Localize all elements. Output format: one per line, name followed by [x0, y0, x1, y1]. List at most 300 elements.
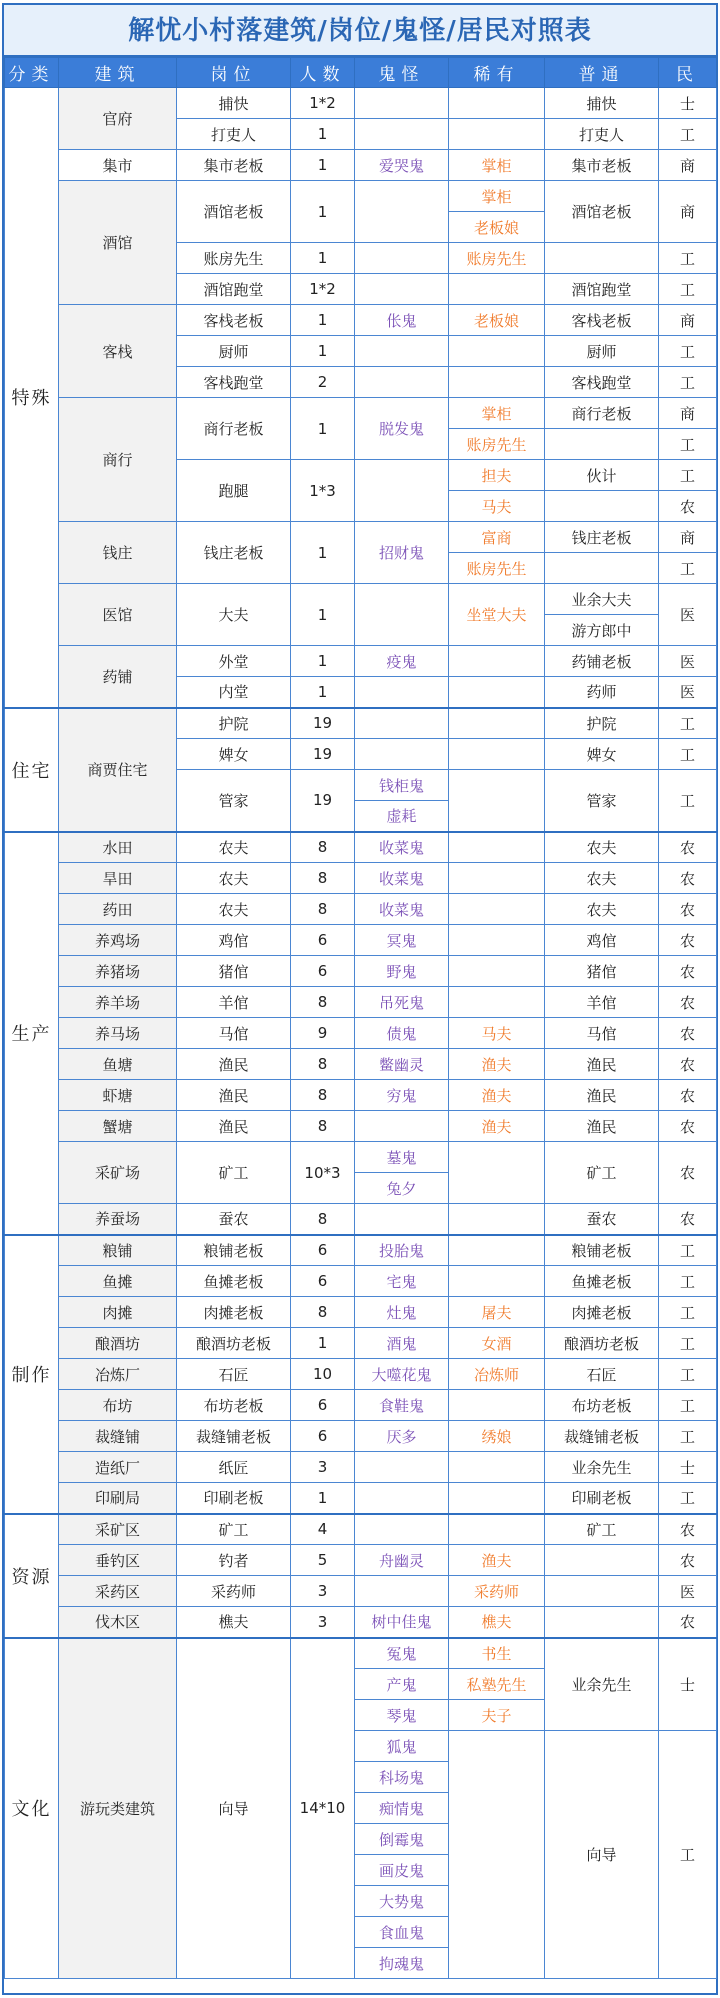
position-cell: 渔民	[177, 1049, 291, 1080]
header-building: 建筑	[59, 58, 177, 88]
rare-cell: 马夫	[449, 1018, 545, 1049]
headcount-cell: 8	[291, 863, 355, 894]
table-row	[5, 1638, 717, 1669]
header-class: 民	[659, 58, 717, 88]
headcount-cell: 6	[291, 1235, 355, 1266]
class-cell: 工	[659, 336, 717, 367]
position-cell: 农夫	[177, 863, 291, 894]
rare-cell: 掌柜	[449, 398, 545, 429]
rare-cell: 渔夫	[449, 1049, 545, 1080]
headcount-cell: 1	[291, 584, 355, 646]
headcount-cell: 1*3	[291, 460, 355, 522]
ghost-cell: 穷鬼	[355, 1080, 449, 1111]
building-cell: 养鸡场	[59, 925, 177, 956]
common-cell: 向导	[545, 1731, 659, 1979]
ghost-cell: 招财鬼	[355, 522, 449, 584]
class-cell: 医	[659, 1576, 717, 1607]
building-cell: 采矿场	[59, 1142, 177, 1204]
common-cell: 药铺老板	[545, 646, 659, 677]
table-row	[5, 646, 717, 677]
header-headcount: 人数	[291, 58, 355, 88]
class-cell: 医	[659, 584, 717, 646]
headcount-cell: 1*2	[291, 88, 355, 119]
building-cell: 布坊	[59, 1390, 177, 1421]
rare-cell	[449, 1142, 545, 1204]
class-cell: 工	[659, 460, 717, 491]
ghost-cell: 宅鬼	[355, 1266, 449, 1297]
position-cell: 布坊老板	[177, 1390, 291, 1421]
position-cell: 矿工	[177, 1142, 291, 1204]
rare-cell: 夫子	[449, 1700, 545, 1731]
rare-cell: 书生	[449, 1638, 545, 1669]
building-cell: 养羊场	[59, 987, 177, 1018]
common-cell: 矿工	[545, 1514, 659, 1545]
common-cell: 药师	[545, 677, 659, 708]
headcount-cell: 8	[291, 894, 355, 925]
common-cell: 业余先生	[545, 1638, 659, 1731]
common-cell: 客栈老板	[545, 305, 659, 336]
rare-cell	[449, 1204, 545, 1235]
position-cell: 渔民	[177, 1080, 291, 1111]
ghost-cell	[355, 739, 449, 770]
position-cell: 向导	[177, 1638, 291, 1979]
ghost-cell	[355, 1576, 449, 1607]
rare-cell	[449, 1390, 545, 1421]
class-cell: 工	[659, 1421, 717, 1452]
ghost-cell: 拘魂鬼	[355, 1948, 449, 1979]
table-row	[5, 150, 717, 181]
class-cell: 农	[659, 863, 717, 894]
position-cell: 裁缝铺老板	[177, 1421, 291, 1452]
position-cell: 外堂	[177, 646, 291, 677]
class-cell: 农	[659, 894, 717, 925]
rare-cell: 担夫	[449, 460, 545, 491]
class-cell: 工	[659, 1390, 717, 1421]
common-cell	[545, 1607, 659, 1638]
building-cell: 酿酒坊	[59, 1328, 177, 1359]
position-cell: 酿酒坊老板	[177, 1328, 291, 1359]
position-cell: 钱庄老板	[177, 522, 291, 584]
ghost-cell: 舟幽灵	[355, 1545, 449, 1576]
common-cell: 农夫	[545, 832, 659, 863]
headcount-cell: 1	[291, 336, 355, 367]
building-cell: 游玩类建筑	[59, 1638, 177, 1979]
class-cell: 农	[659, 956, 717, 987]
position-cell: 酒馆跑堂	[177, 274, 291, 305]
rare-cell	[449, 1266, 545, 1297]
position-cell: 樵夫	[177, 1607, 291, 1638]
ghost-cell	[355, 1514, 449, 1545]
ghost-cell: 狐鬼	[355, 1731, 449, 1762]
table-row	[5, 1452, 717, 1483]
common-cell: 伙计	[545, 460, 659, 491]
table-row	[5, 956, 717, 987]
ghost-cell: 疫鬼	[355, 646, 449, 677]
building-cell: 蟹塘	[59, 1111, 177, 1142]
headcount-cell: 1	[291, 243, 355, 274]
rare-cell	[449, 119, 545, 150]
rare-cell: 采药师	[449, 1576, 545, 1607]
ghost-cell: 产鬼	[355, 1669, 449, 1700]
position-cell: 厨师	[177, 336, 291, 367]
ghost-cell: 鳖幽灵	[355, 1049, 449, 1080]
rare-cell	[449, 367, 545, 398]
ghost-cell: 画皮鬼	[355, 1855, 449, 1886]
ghost-cell: 痴情鬼	[355, 1793, 449, 1824]
rare-cell: 绣娘	[449, 1421, 545, 1452]
building-cell: 肉摊	[59, 1297, 177, 1328]
headcount-cell: 8	[291, 1080, 355, 1111]
rare-cell	[449, 925, 545, 956]
class-cell: 工	[659, 1266, 717, 1297]
headcount-cell: 14*10	[291, 1638, 355, 1979]
headcount-cell: 8	[291, 832, 355, 863]
headcount-cell: 5	[291, 1545, 355, 1576]
class-cell: 工	[659, 1297, 717, 1328]
rare-cell	[449, 1483, 545, 1514]
position-cell: 羊倌	[177, 987, 291, 1018]
headcount-cell: 6	[291, 1390, 355, 1421]
building-cell: 印刷局	[59, 1483, 177, 1514]
common-cell: 捕快	[545, 88, 659, 119]
common-cell	[545, 243, 659, 274]
common-cell: 客栈跑堂	[545, 367, 659, 398]
ghost-cell	[355, 677, 449, 708]
class-cell: 商	[659, 305, 717, 336]
building-cell: 鱼摊	[59, 1266, 177, 1297]
table-row	[5, 1266, 717, 1297]
common-cell	[545, 553, 659, 584]
position-cell: 猪倌	[177, 956, 291, 987]
position-cell: 矿工	[177, 1514, 291, 1545]
ghost-cell: 虚耗	[355, 801, 449, 832]
headcount-cell: 1	[291, 119, 355, 150]
building-cell: 鱼塘	[59, 1049, 177, 1080]
class-cell: 农	[659, 1080, 717, 1111]
table-row	[5, 1142, 717, 1173]
rare-cell	[449, 1452, 545, 1483]
building-cell: 医馆	[59, 584, 177, 646]
common-cell: 鸡倌	[545, 925, 659, 956]
category-cell: 特殊	[5, 88, 59, 708]
table-row	[5, 1545, 717, 1576]
rare-cell: 账房先生	[449, 553, 545, 584]
headcount-cell: 3	[291, 1452, 355, 1483]
rare-cell	[449, 1235, 545, 1266]
rare-cell: 老板娘	[449, 212, 545, 243]
table-row	[5, 88, 717, 119]
rare-cell: 账房先生	[449, 243, 545, 274]
table-row	[5, 1018, 717, 1049]
building-cell: 商行	[59, 398, 177, 522]
common-cell: 业余先生	[545, 1452, 659, 1483]
table-row	[5, 305, 717, 336]
common-cell: 蚕农	[545, 1204, 659, 1235]
ghost-cell	[355, 367, 449, 398]
rare-cell: 女酒	[449, 1328, 545, 1359]
building-cell: 垂钓区	[59, 1545, 177, 1576]
ghost-cell: 墓鬼	[355, 1142, 449, 1173]
class-cell: 医	[659, 677, 717, 708]
table-row	[5, 832, 717, 863]
building-cell: 水田	[59, 832, 177, 863]
rare-cell: 渔夫	[449, 1080, 545, 1111]
class-cell: 农	[659, 1018, 717, 1049]
rare-cell	[449, 88, 545, 119]
comparison-table	[4, 57, 717, 1979]
headcount-cell: 3	[291, 1576, 355, 1607]
headcount-cell: 6	[291, 925, 355, 956]
common-cell: 护院	[545, 708, 659, 739]
class-cell: 农	[659, 1049, 717, 1080]
class-cell: 士	[659, 1638, 717, 1731]
category-cell: 生产	[5, 832, 59, 1235]
table-row	[5, 1607, 717, 1638]
position-cell: 肉摊老板	[177, 1297, 291, 1328]
headcount-cell: 1	[291, 677, 355, 708]
building-cell: 商贾住宅	[59, 708, 177, 832]
class-cell: 商	[659, 150, 717, 181]
table-row	[5, 1328, 717, 1359]
table-row	[5, 1080, 717, 1111]
ghost-cell: 收菜鬼	[355, 863, 449, 894]
class-cell: 工	[659, 274, 717, 305]
rare-cell: 老板娘	[449, 305, 545, 336]
rare-cell	[449, 1731, 545, 1979]
class-cell: 工	[659, 1328, 717, 1359]
class-cell: 农	[659, 832, 717, 863]
common-cell: 婢女	[545, 739, 659, 770]
position-cell: 管家	[177, 770, 291, 832]
class-cell: 农	[659, 1142, 717, 1204]
ghost-cell: 钱柜鬼	[355, 770, 449, 801]
ghost-cell: 大势鬼	[355, 1886, 449, 1917]
position-cell: 内堂	[177, 677, 291, 708]
rare-cell: 屠夫	[449, 1297, 545, 1328]
class-cell: 工	[659, 243, 717, 274]
rare-cell: 富商	[449, 522, 545, 553]
building-cell: 裁缝铺	[59, 1421, 177, 1452]
building-cell: 集市	[59, 150, 177, 181]
class-cell: 士	[659, 1452, 717, 1483]
ghost-cell: 冤鬼	[355, 1638, 449, 1669]
ghost-cell: 科场鬼	[355, 1762, 449, 1793]
ghost-cell	[355, 1204, 449, 1235]
table-row	[5, 1421, 717, 1452]
common-cell: 集市老板	[545, 150, 659, 181]
headcount-cell: 1	[291, 1483, 355, 1514]
common-cell: 鱼摊老板	[545, 1266, 659, 1297]
table-row	[5, 987, 717, 1018]
table-row	[5, 1483, 717, 1514]
comparison-sheet	[2, 3, 718, 1995]
table-row	[5, 398, 717, 429]
position-cell: 农夫	[177, 894, 291, 925]
header-position: 岗位	[177, 58, 291, 88]
class-cell: 工	[659, 1235, 717, 1266]
class-cell: 工	[659, 739, 717, 770]
common-cell: 裁缝铺老板	[545, 1421, 659, 1452]
common-cell: 厨师	[545, 336, 659, 367]
headcount-cell: 1	[291, 1328, 355, 1359]
table-row	[5, 1204, 717, 1235]
building-cell: 采矿区	[59, 1514, 177, 1545]
common-cell: 渔民	[545, 1049, 659, 1080]
position-cell: 钓者	[177, 1545, 291, 1576]
headcount-cell: 3	[291, 1607, 355, 1638]
ghost-cell: 食鞋鬼	[355, 1390, 449, 1421]
building-cell: 伐木区	[59, 1607, 177, 1638]
class-cell: 商	[659, 181, 717, 243]
class-cell: 工	[659, 770, 717, 832]
table-row	[5, 1390, 717, 1421]
position-cell: 客栈老板	[177, 305, 291, 336]
ghost-cell	[355, 1111, 449, 1142]
headcount-cell: 4	[291, 1514, 355, 1545]
headcount-cell: 1	[291, 646, 355, 677]
headcount-cell: 1	[291, 150, 355, 181]
rare-cell	[449, 987, 545, 1018]
building-cell: 药铺	[59, 646, 177, 708]
common-cell: 酿酒坊老板	[545, 1328, 659, 1359]
building-cell: 客栈	[59, 305, 177, 398]
class-cell: 农	[659, 491, 717, 522]
headcount-cell: 10*3	[291, 1142, 355, 1204]
common-cell: 酒馆跑堂	[545, 274, 659, 305]
headcount-cell: 6	[291, 1266, 355, 1297]
headcount-cell: 1*2	[291, 274, 355, 305]
position-cell: 护院	[177, 708, 291, 739]
common-cell: 粮铺老板	[545, 1235, 659, 1266]
headcount-cell: 8	[291, 987, 355, 1018]
ghost-cell: 树中佳鬼	[355, 1607, 449, 1638]
header-category: 分类	[5, 58, 59, 88]
rare-cell	[449, 956, 545, 987]
rare-cell: 账房先生	[449, 429, 545, 460]
rare-cell	[449, 739, 545, 770]
rare-cell	[449, 336, 545, 367]
rare-cell: 坐堂大夫	[449, 584, 545, 646]
common-cell	[545, 1545, 659, 1576]
common-cell: 矿工	[545, 1142, 659, 1204]
common-cell: 印刷老板	[545, 1483, 659, 1514]
table-row	[5, 1359, 717, 1390]
common-cell: 马倌	[545, 1018, 659, 1049]
position-cell: 婢女	[177, 739, 291, 770]
position-cell: 蚕农	[177, 1204, 291, 1235]
rare-cell: 掌柜	[449, 150, 545, 181]
common-cell: 猪倌	[545, 956, 659, 987]
class-cell: 工	[659, 1359, 717, 1390]
common-cell	[545, 1576, 659, 1607]
headcount-cell: 1	[291, 398, 355, 460]
position-cell: 马倌	[177, 1018, 291, 1049]
ghost-cell	[355, 708, 449, 739]
rare-cell: 渔夫	[449, 1545, 545, 1576]
position-cell: 印刷老板	[177, 1483, 291, 1514]
building-cell: 药田	[59, 894, 177, 925]
building-cell: 采药区	[59, 1576, 177, 1607]
building-cell: 官府	[59, 88, 177, 150]
ghost-cell	[355, 1483, 449, 1514]
common-cell: 业余大夫	[545, 584, 659, 615]
position-cell: 鱼摊老板	[177, 1266, 291, 1297]
table-row	[5, 1297, 717, 1328]
class-cell: 工	[659, 119, 717, 150]
common-cell: 石匠	[545, 1359, 659, 1390]
common-cell: 钱庄老板	[545, 522, 659, 553]
class-cell: 工	[659, 367, 717, 398]
rare-cell: 樵夫	[449, 1607, 545, 1638]
building-cell: 养蚕场	[59, 1204, 177, 1235]
ghost-cell	[355, 460, 449, 522]
position-cell: 纸匠	[177, 1452, 291, 1483]
ghost-cell: 爱哭鬼	[355, 150, 449, 181]
position-cell: 打吏人	[177, 119, 291, 150]
class-cell: 农	[659, 1111, 717, 1142]
common-cell: 渔民	[545, 1080, 659, 1111]
headcount-cell: 6	[291, 1421, 355, 1452]
position-cell: 捕快	[177, 88, 291, 119]
building-cell: 酒馆	[59, 181, 177, 305]
ghost-cell	[355, 274, 449, 305]
ghost-cell: 琴鬼	[355, 1700, 449, 1731]
ghost-cell: 酒鬼	[355, 1328, 449, 1359]
class-cell: 工	[659, 429, 717, 460]
table-row	[5, 522, 717, 553]
page-title: 解忧小村落建筑/岗位/鬼怪/居民对照表	[4, 5, 716, 57]
class-cell: 农	[659, 1204, 717, 1235]
ghost-cell	[355, 243, 449, 274]
common-cell: 渔民	[545, 1111, 659, 1142]
common-cell: 布坊老板	[545, 1390, 659, 1421]
headcount-cell: 8	[291, 1297, 355, 1328]
rare-cell: 私塾先生	[449, 1669, 545, 1700]
class-cell: 工	[659, 1483, 717, 1514]
table-header-row	[5, 58, 717, 88]
rare-cell: 掌柜	[449, 181, 545, 212]
ghost-cell: 收菜鬼	[355, 832, 449, 863]
rare-cell	[449, 832, 545, 863]
ghost-cell: 野鬼	[355, 956, 449, 987]
rare-cell	[449, 708, 545, 739]
table-row	[5, 1514, 717, 1545]
table-row	[5, 1235, 717, 1266]
table-row	[5, 894, 717, 925]
rare-cell	[449, 677, 545, 708]
common-cell: 游方郎中	[545, 615, 659, 646]
ghost-cell: 收菜鬼	[355, 894, 449, 925]
headcount-cell: 9	[291, 1018, 355, 1049]
common-cell: 农夫	[545, 863, 659, 894]
building-cell: 粮铺	[59, 1235, 177, 1266]
class-cell: 农	[659, 925, 717, 956]
position-cell: 大夫	[177, 584, 291, 646]
headcount-cell: 6	[291, 956, 355, 987]
common-cell: 打吏人	[545, 119, 659, 150]
class-cell: 商	[659, 522, 717, 553]
ghost-cell: 冥鬼	[355, 925, 449, 956]
position-cell: 跑腿	[177, 460, 291, 522]
rare-cell: 冶炼师	[449, 1359, 545, 1390]
ghost-cell	[355, 88, 449, 119]
class-cell: 农	[659, 1514, 717, 1545]
common-cell	[545, 491, 659, 522]
header-ghost: 鬼怪	[355, 58, 449, 88]
headcount-cell: 10	[291, 1359, 355, 1390]
class-cell: 农	[659, 1545, 717, 1576]
rare-cell	[449, 894, 545, 925]
